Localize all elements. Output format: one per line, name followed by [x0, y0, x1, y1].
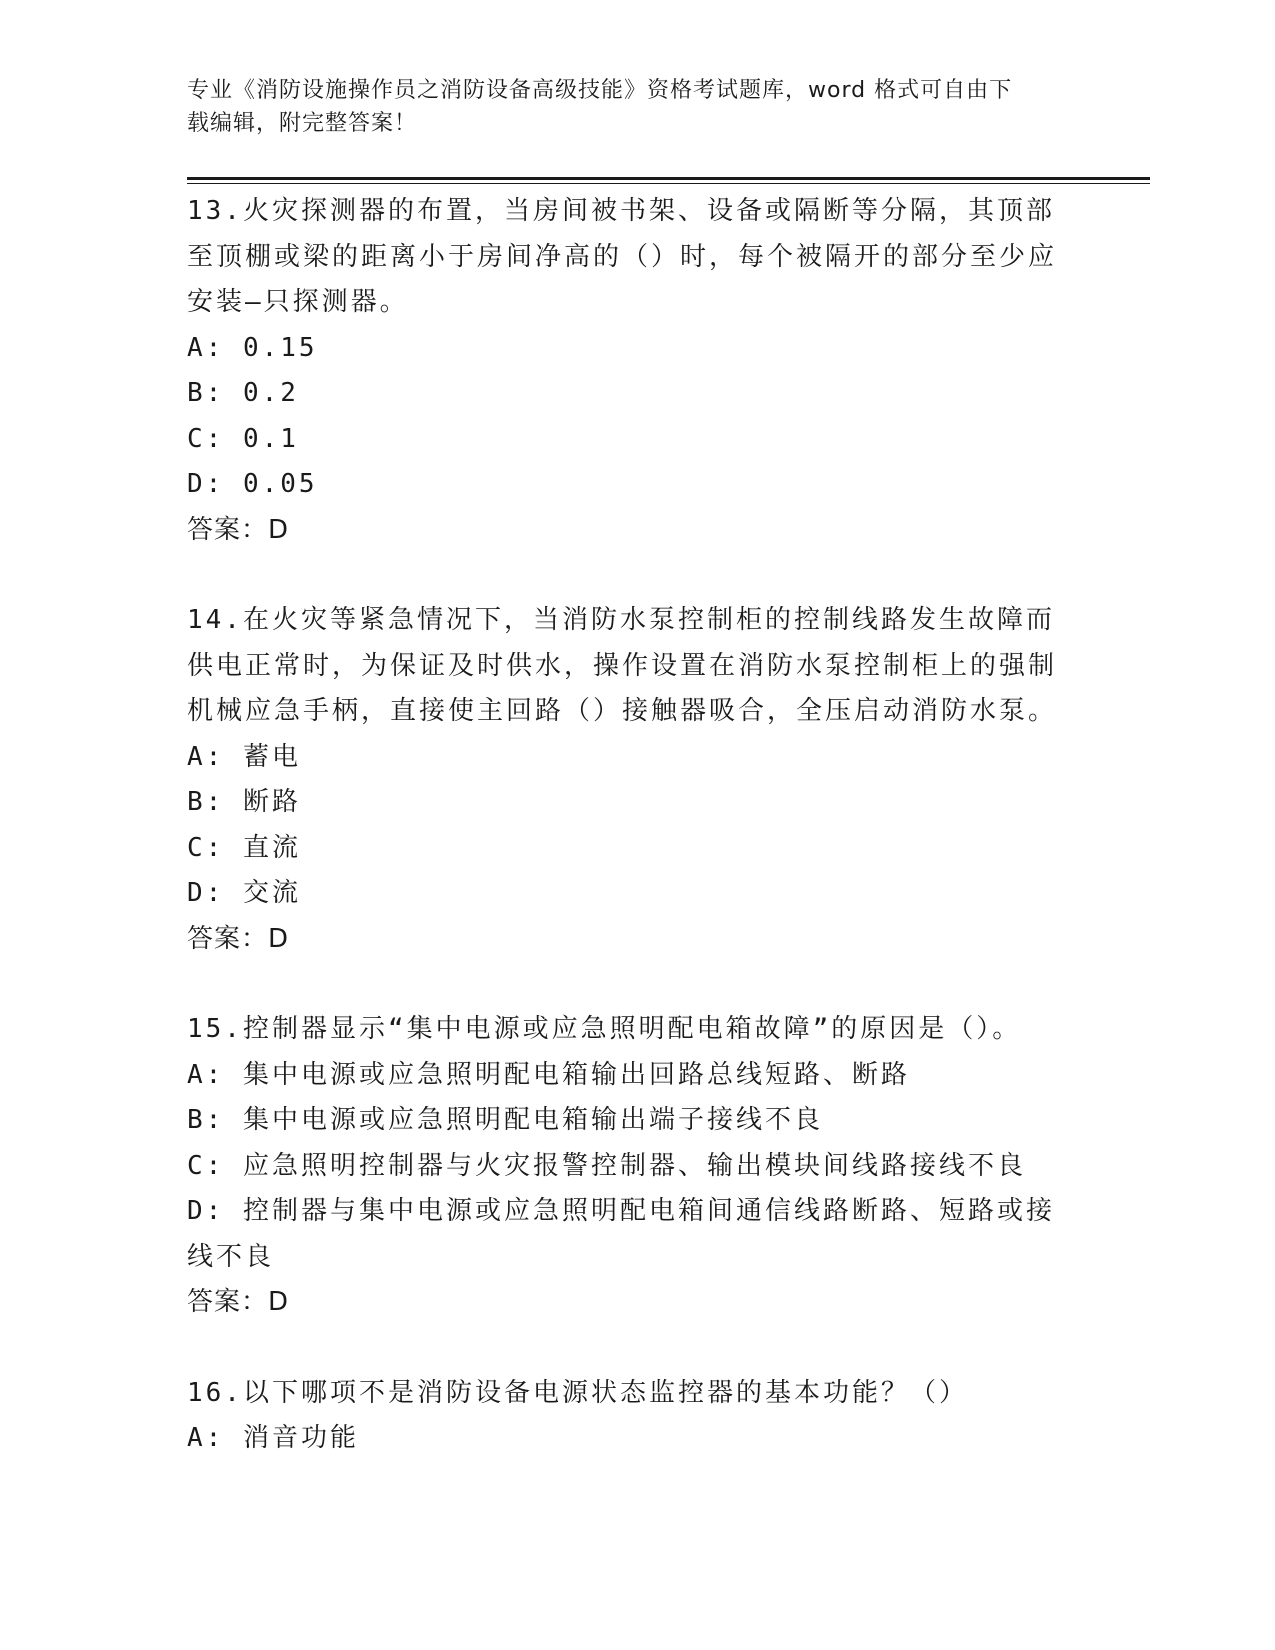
- option-a: A: 0.15: [187, 332, 318, 363]
- header-line-1: 专业《消防设施操作员之消防设备高级技能》资格考试题库，word 格式可自由下: [187, 78, 1013, 103]
- option-c: C: 直流: [187, 832, 301, 863]
- option-d: D: 0.05: [187, 469, 318, 499]
- question-16: [187, 1371, 1077, 1462]
- option-c: C: 应急照明控制器与火灾报警控制器、输出模块间线路接线不良: [187, 1150, 1026, 1181]
- option-b: B: 集中电源或应急照明配电箱输出端子接线不良: [187, 1105, 823, 1135]
- option-b: B: 断路: [187, 787, 301, 817]
- option-a: A: 集中电源或应急照明配电箱输出回路总线短路、断路: [187, 1059, 910, 1090]
- header-line-2: 载编辑，附完整答案！: [187, 111, 418, 136]
- question-stem: 16.以下哪项不是消防设备电源状态监控器的基本功能？（）: [187, 1377, 968, 1408]
- answer: 答案：D: [187, 923, 290, 954]
- option-a: A: 蓄电: [187, 741, 301, 772]
- option-b: B: 0.2: [187, 378, 299, 408]
- question-stem: 15.控制器显示“集中电源或应急照明配电箱故障”的原因是（）。: [187, 1014, 1022, 1044]
- document-header: [187, 74, 1067, 140]
- question-14: [187, 598, 1077, 962]
- question-stem: 13.火灾探测器的布置，当房间被书架、设备或隔断等分隔，其顶部至顶棚或梁的距离小于房间净高的（）时，每个被隔开的部分至少应安装—只探测器。: [187, 196, 1058, 317]
- option-d: D: 控制器与集中电源或应急照明配电箱间通信线路断路、短路或接线不良: [187, 1196, 1055, 1272]
- question-list: [187, 189, 1077, 1507]
- answer: 答案：D: [187, 514, 290, 545]
- question-stem: 14.在火灾等紧急情况下，当消防水泵控制柜的控制线路发生故障而供电正常时，为保证及时供水，操作设置在消防水泵控制柜上的强制机械应急手柄，直接使主回路（）接触器吸合，全压启动消防水泵。: [187, 605, 1058, 726]
- answer: 答案：D: [187, 1287, 290, 1317]
- option-c: C: 0.1: [187, 423, 299, 454]
- option-a: A: 消音功能: [187, 1423, 359, 1453]
- option-d: D: 交流: [187, 878, 301, 908]
- header-divider-thin: [187, 183, 1150, 184]
- question-13: [187, 189, 1077, 553]
- header-divider-thick: [187, 177, 1150, 180]
- question-15: [187, 1007, 1077, 1326]
